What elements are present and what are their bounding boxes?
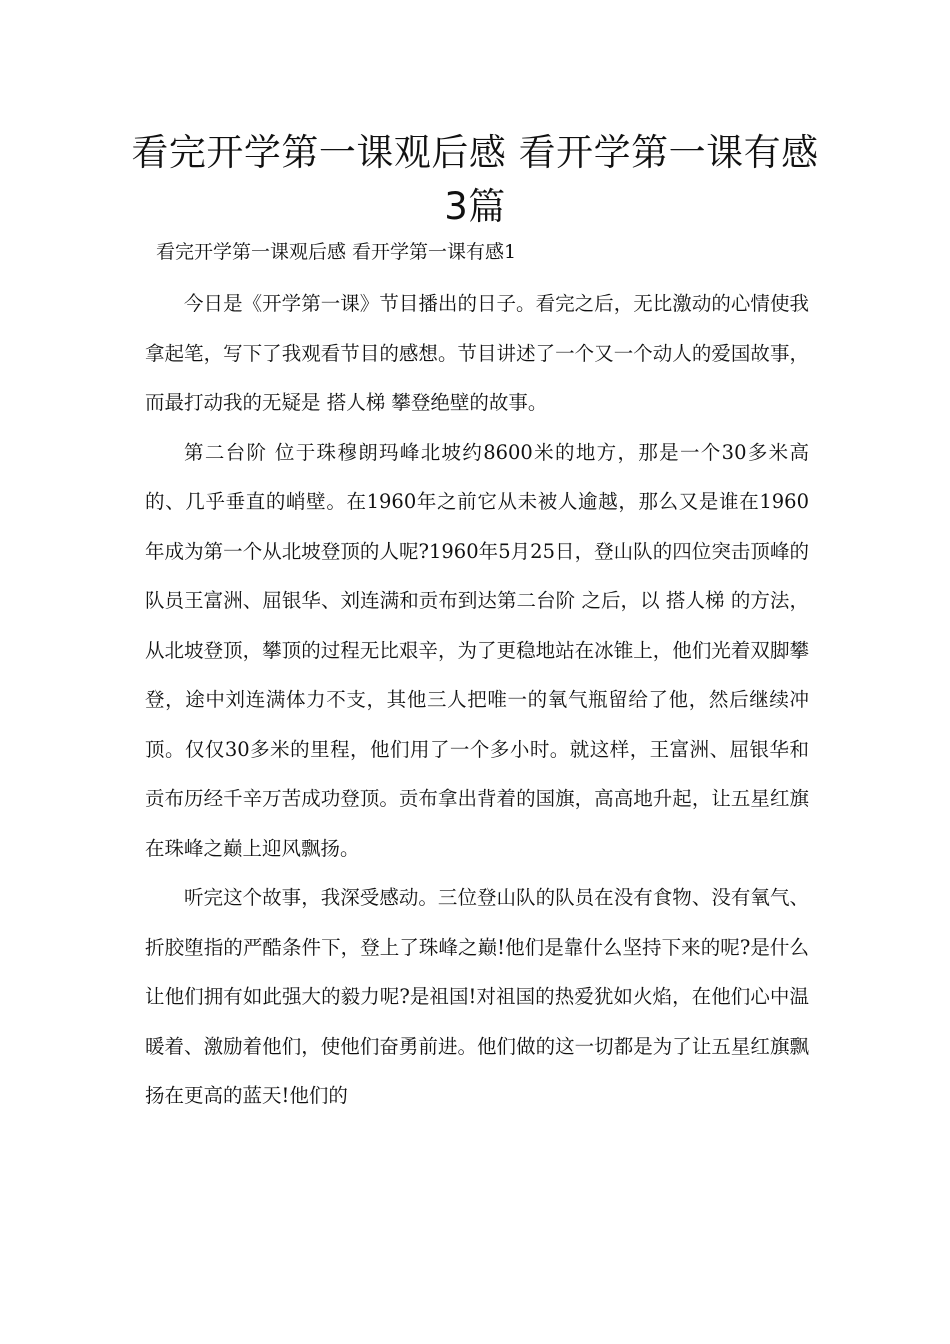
section-subtitle: 看完开学第一课观后感 看开学第一课有感1 [156,241,517,263]
paragraph-2: 第二台阶 位于珠穆朗玛峰北坡约8600米的地方，那是一个30多米高的、几乎垂直的峭壁。在1960年之前它从未被人逾越，那么又是谁在1960年成为第一个从北坡登顶的人呢?1960年5月25日，登山队的四位突击顶峰的队员王富洲、屈银华、刘连满和贡布到达第二台阶 之后，以 搭人梯 的方法，从北坡登顶，攀顶的过程无比艰辛，为了更稳地站在冰锥上，他们光着双脚攀登，途中刘连满体力不支，其他三人把唯一的氧气瓶留给了他，然后继续冲顶。仅仅30多米的里程，他们用了一个多小时。就这样，王富洲、屈银华和贡布历经千辛万苦成功登顶。贡布拿出背着的国旗，高高地升起，让五星红旗在珠峰之巅上迎风飘扬。 [145,440,809,860]
document-body [145,279,809,1121]
paragraph-3: 听完这个故事，我深受感动。三位登山队的队员在没有食物、没有氧气、折胶堕指的严酷条件下，登上了珠峰之巅!他们是靠什么坚持下来的呢?是什么让他们拥有如此强大的毅力呢?是祖国!对祖国的热爱犹如火焰，在他们心中温暖着、激励着他们，使他们奋勇前进。他们做的这一切都是为了让五星红旗飘扬在更高的蓝天!他们的 [145,886,809,1107]
document-title: 看完开学第一课观后感 看开学第一课有感3篇 [131,131,819,228]
paragraph-1: 今日是《开学第一课》节目播出的日子。看完之后，无比激动的心情使我拿起笔，写下了我观看节目的感想。节目讲述了一个又一个动人的爱国故事，而最打动我的无疑是 搭人梯 攀登绝壁的故事。 [145,292,809,414]
